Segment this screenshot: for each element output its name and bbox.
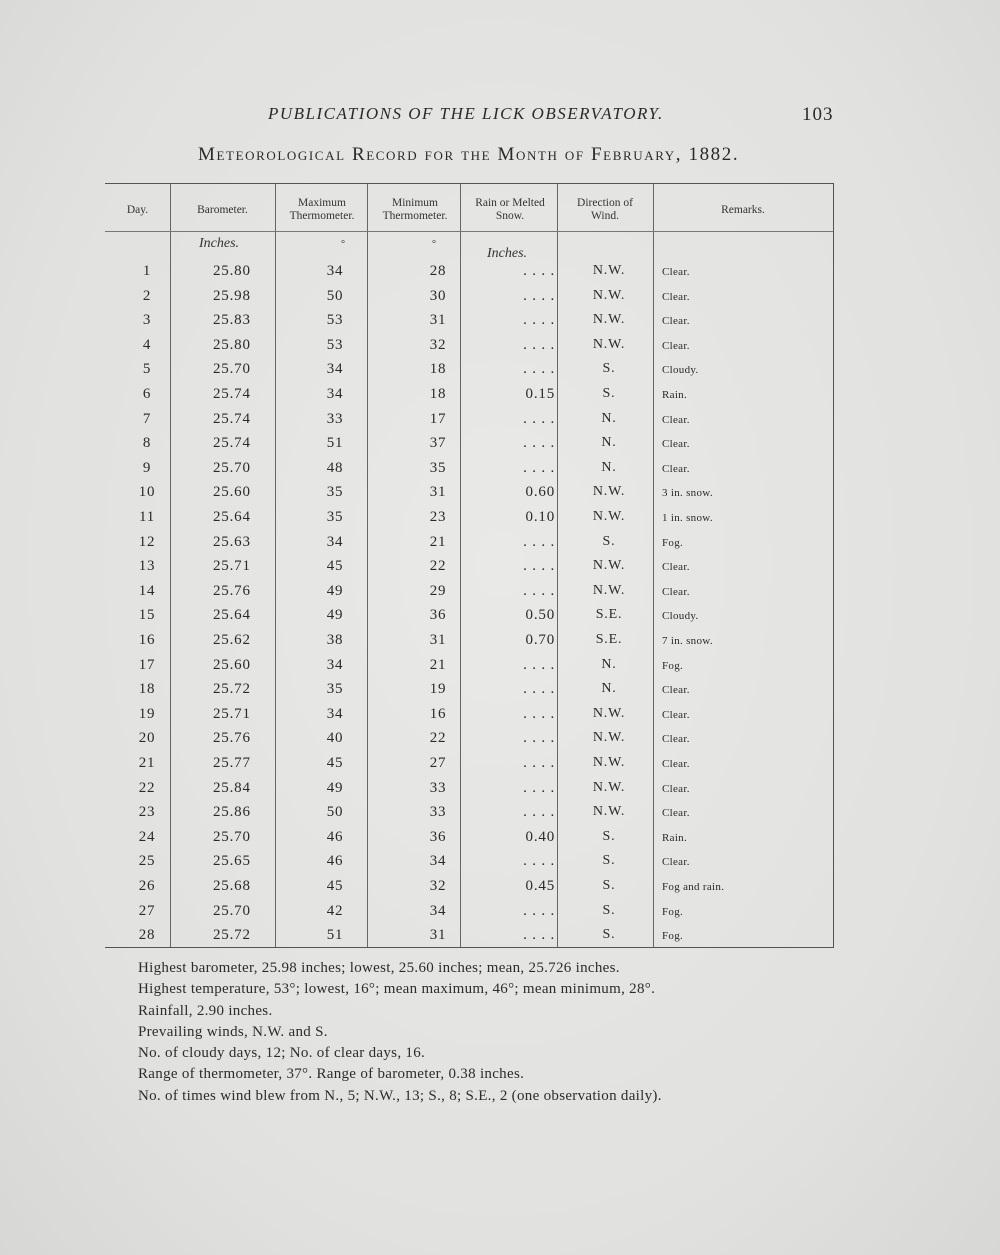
cell-min-temp: 36 (429, 607, 447, 624)
cell-max-temp: 48 (326, 459, 344, 476)
cell-wind: N.W. (592, 484, 626, 500)
header-max-thermometer: Maximum Thermometer. (289, 197, 355, 222)
cell-day: 15 (138, 607, 156, 624)
cell-max-temp: 34 (326, 263, 344, 279)
cell-min-temp: 33 (429, 804, 447, 821)
cell-wind: N.W. (592, 582, 626, 598)
cell-wind: S. (602, 386, 616, 401)
cell-remarks: Clear. (662, 585, 690, 598)
cell-day: 5 (142, 361, 152, 378)
cell-max-temp: 33 (326, 410, 344, 427)
unit-barometer: Inches. (199, 236, 240, 251)
cell-min-temp: 37 (429, 435, 447, 452)
cell-barometer: 25.76 (213, 730, 251, 747)
cell-day: 21 (138, 755, 156, 771)
cell-min-temp: 21 (429, 656, 447, 673)
cell-rain: . . . . (523, 533, 555, 550)
cell-day: 3 (142, 312, 152, 329)
cell-rain: . . . . (523, 361, 555, 378)
cell-wind: S. (602, 533, 616, 549)
table-row (105, 753, 833, 778)
table-row (105, 581, 833, 606)
cell-day: 17 (138, 656, 156, 673)
table-row (105, 802, 833, 827)
cell-barometer: 25.70 (213, 902, 251, 919)
cell-min-temp: 28 (429, 263, 447, 279)
cell-day: 11 (138, 509, 156, 525)
cell-wind: S. (602, 902, 616, 918)
header-day: Day. (126, 203, 149, 216)
cell-max-temp: 50 (326, 804, 344, 821)
cell-max-temp: 34 (326, 361, 344, 378)
page-number: 103 (802, 104, 834, 125)
cell-barometer: 25.84 (213, 779, 251, 796)
cell-max-temp: 35 (326, 681, 344, 698)
table-row (105, 507, 833, 532)
cell-day: 20 (138, 730, 156, 747)
table-row (105, 827, 833, 852)
cell-rain: . . . . (523, 558, 555, 575)
summary-days: No. of cloudy days, 12; No. of clear days, 16. (138, 1045, 426, 1062)
cell-rain: 0.50 (525, 607, 555, 624)
cell-rain: . . . . (523, 681, 555, 698)
table-row (105, 532, 833, 557)
cell-rain: 0.10 (525, 509, 555, 525)
cell-day: 23 (138, 804, 156, 821)
cell-max-temp: 46 (326, 828, 344, 845)
cell-max-temp: 49 (326, 582, 344, 599)
unit-min-thermometer: ° (432, 239, 436, 250)
cell-max-temp: 51 (326, 435, 344, 452)
cell-max-temp: 34 (326, 533, 344, 550)
cell-wind: N. (601, 435, 617, 451)
table-row (105, 384, 833, 409)
table-row (105, 458, 833, 483)
cell-max-temp: 49 (326, 607, 344, 624)
cell-barometer: 25.71 (213, 558, 251, 575)
cell-max-temp: 34 (326, 705, 344, 722)
cell-wind: S. (602, 853, 616, 869)
cell-max-temp: 40 (326, 730, 344, 747)
cell-day: 12 (138, 533, 156, 550)
table-row (105, 851, 833, 876)
summary-wind-counts: No. of times wind blew from N., 5; N.W., 13; S., 8; S.E., 2 (one observation daily). (138, 1087, 662, 1104)
cell-wind: N.W. (592, 730, 626, 746)
cell-rain: . . . . (523, 804, 555, 821)
cell-min-temp: 31 (429, 927, 447, 944)
cell-remarks: Clear. (662, 413, 690, 426)
cell-day: 27 (138, 902, 156, 919)
cell-wind: N.W. (592, 509, 626, 524)
cell-remarks: Clear. (662, 733, 690, 746)
cell-remarks: Cloudy. (662, 610, 699, 623)
cell-barometer: 25.80 (213, 263, 251, 279)
cell-wind: S. (602, 878, 616, 893)
summary-barometer: Highest barometer, 25.98 inches; lowest, 25.60 inches; mean, 25.726 inches. (138, 960, 620, 976)
cell-min-temp: 33 (429, 779, 447, 796)
running-title: PUBLICATIONS OF THE LICK OBSERVATORY. (268, 104, 664, 123)
cell-remarks: Fog. (662, 659, 684, 672)
cell-min-temp: 16 (429, 705, 447, 722)
cell-barometer: 25.83 (213, 312, 251, 329)
cell-rain: . . . . (523, 459, 555, 476)
cell-day: 8 (142, 435, 152, 452)
cell-day: 2 (142, 287, 152, 304)
cell-day: 10 (138, 484, 156, 501)
cell-wind: N.W. (592, 336, 626, 352)
cell-wind: S.E. (595, 607, 623, 623)
cell-day: 24 (138, 828, 156, 845)
cell-remarks: Cloudy. (662, 364, 699, 377)
table-title: Meteorological Record for the Month of February, 1882. (198, 144, 740, 165)
table-row (105, 925, 833, 950)
cell-wind: N. (601, 681, 617, 697)
cell-day: 26 (138, 878, 156, 894)
cell-max-temp: 46 (326, 853, 344, 870)
cell-min-temp: 18 (429, 361, 447, 378)
cell-min-temp: 31 (429, 312, 447, 329)
cell-remarks: Clear. (662, 290, 690, 303)
cell-wind: N.W. (592, 558, 626, 574)
cell-max-temp: 45 (326, 558, 344, 575)
cell-wind: S. (602, 361, 616, 377)
cell-rain: 0.40 (525, 828, 555, 845)
header-wind: Direction of Wind. (577, 197, 633, 222)
cell-wind: N.W. (592, 705, 626, 721)
cell-min-temp: 34 (429, 902, 447, 919)
cell-rain: 0.15 (525, 386, 555, 402)
table-row (105, 433, 833, 458)
cell-rain: . . . . (523, 263, 555, 279)
header-rain: Rain or Melted Snow. (475, 197, 545, 222)
cell-remarks: Fog. (662, 905, 684, 918)
cell-remarks: 1 in. snow. (662, 512, 713, 524)
cell-max-temp: 35 (326, 509, 344, 525)
cell-rain: . . . . (523, 582, 555, 599)
cell-min-temp: 30 (429, 287, 447, 304)
cell-barometer: 25.80 (213, 336, 251, 353)
cell-rain: . . . . (523, 287, 555, 304)
cell-rain: . . . . (523, 730, 555, 747)
table-row (105, 286, 833, 311)
summary-ranges: Range of thermometer, 37°. Range of barometer, 0.38 inches. (138, 1066, 525, 1083)
cell-min-temp: 19 (429, 681, 447, 698)
cell-min-temp: 29 (429, 582, 447, 599)
cell-day: 7 (142, 410, 152, 427)
cell-remarks: Rain. (662, 389, 688, 401)
cell-barometer: 25.77 (213, 755, 251, 771)
cell-barometer: 25.74 (213, 410, 251, 427)
cell-remarks: Fog. (662, 930, 684, 943)
cell-day: 13 (138, 558, 156, 575)
cell-day: 19 (138, 705, 156, 722)
table-row (105, 605, 833, 630)
cell-barometer: 25.70 (213, 361, 251, 378)
cell-wind: N.W. (592, 263, 626, 278)
cell-wind: N.W. (592, 779, 626, 795)
cell-rain: . . . . (523, 927, 555, 944)
cell-rain: 0.60 (525, 484, 555, 501)
cell-max-temp: 51 (326, 927, 344, 944)
cell-max-temp: 45 (326, 878, 344, 894)
unit-rain: Inches. (487, 246, 528, 261)
cell-remarks: Clear. (662, 758, 690, 770)
table-row (105, 704, 833, 729)
summary-block (138, 958, 838, 1107)
cell-barometer: 25.68 (213, 878, 251, 894)
cell-min-temp: 22 (429, 558, 447, 575)
meteorological-record-table (105, 183, 834, 948)
cell-wind: N.W. (592, 287, 626, 303)
page-header (0, 104, 1000, 134)
header-barometer: Barometer. (197, 203, 248, 216)
cell-rain: 0.45 (525, 878, 555, 894)
cell-remarks: 7 in. snow. (662, 635, 713, 647)
cell-max-temp: 50 (326, 287, 344, 304)
cell-wind: S.E. (595, 632, 623, 647)
cell-rain: . . . . (523, 410, 555, 427)
cell-day: 4 (142, 336, 152, 353)
table-row (105, 335, 833, 360)
table-row (105, 261, 833, 286)
cell-barometer: 25.63 (213, 533, 251, 550)
header-min-thermometer: Minimum Thermometer. (382, 197, 448, 222)
cell-max-temp: 34 (326, 386, 344, 402)
cell-max-temp: 45 (326, 755, 344, 771)
table-row (105, 728, 833, 753)
table-row (105, 482, 833, 507)
cell-remarks: Clear. (662, 684, 690, 697)
table-row (105, 359, 833, 384)
cell-max-temp: 34 (326, 656, 344, 673)
cell-rain: . . . . (523, 336, 555, 353)
cell-max-temp: 38 (326, 632, 344, 648)
table-row (105, 876, 833, 901)
cell-barometer: 25.62 (213, 632, 251, 648)
cell-wind: S. (602, 927, 616, 943)
table-row (105, 630, 833, 655)
cell-min-temp: 34 (429, 853, 447, 870)
cell-rain: . . . . (523, 902, 555, 919)
cell-rain: 0.70 (525, 632, 555, 648)
table-row (105, 901, 833, 926)
cell-remarks: Clear. (662, 315, 690, 328)
cell-barometer: 25.98 (213, 287, 251, 304)
cell-day: 9 (142, 459, 152, 476)
cell-wind: N.W. (592, 755, 626, 770)
table-row (105, 556, 833, 581)
cell-barometer: 25.72 (213, 927, 251, 944)
cell-day: 18 (138, 681, 156, 698)
cell-remarks: Fog and rain. (662, 881, 725, 893)
cell-barometer: 25.76 (213, 582, 251, 599)
cell-barometer: 25.70 (213, 459, 251, 476)
cell-min-temp: 21 (429, 533, 447, 550)
summary-temperature: Highest temperature, 53°; lowest, 16°; mean maximum, 46°; mean minimum, 28°. (138, 981, 656, 998)
cell-remarks: Clear. (662, 462, 690, 475)
cell-day: 25 (138, 853, 156, 870)
cell-wind: N.W. (592, 804, 626, 820)
cell-min-temp: 32 (429, 336, 447, 353)
cell-min-temp: 35 (429, 459, 447, 476)
table-row (105, 778, 833, 803)
cell-min-temp: 22 (429, 730, 447, 747)
cell-max-temp: 53 (326, 312, 344, 329)
cell-min-temp: 36 (429, 828, 447, 845)
cell-barometer: 25.74 (213, 435, 251, 452)
cell-day: 1 (142, 263, 152, 279)
unit-max-thermometer: ° (341, 239, 345, 250)
cell-barometer: 25.60 (213, 484, 251, 501)
cell-remarks: Clear. (662, 561, 690, 574)
cell-day: 14 (138, 582, 156, 599)
cell-min-temp: 17 (429, 410, 447, 427)
cell-rain: . . . . (523, 435, 555, 452)
cell-remarks: Clear. (662, 807, 690, 820)
cell-rain: . . . . (523, 755, 555, 771)
cell-remarks: Rain. (662, 831, 688, 844)
cell-remarks: Clear. (662, 856, 690, 869)
cell-barometer: 25.70 (213, 828, 251, 845)
cell-day: 22 (138, 779, 156, 796)
cell-remarks: Clear. (662, 339, 690, 352)
cell-day: 16 (138, 632, 156, 648)
cell-remarks: Clear. (662, 708, 690, 721)
cell-remarks: Fog. (662, 536, 684, 549)
cell-barometer: 25.71 (213, 705, 251, 722)
cell-max-temp: 42 (326, 902, 344, 919)
summary-winds: Prevailing winds, N.W. and S. (138, 1023, 328, 1040)
cell-max-temp: 49 (326, 779, 344, 796)
cell-barometer: 25.65 (213, 853, 251, 870)
cell-max-temp: 53 (326, 336, 344, 353)
cell-barometer: 25.64 (213, 607, 251, 624)
cell-min-temp: 31 (429, 632, 447, 648)
cell-rain: . . . . (523, 656, 555, 673)
cell-max-temp: 35 (326, 484, 344, 501)
cell-rain: . . . . (523, 705, 555, 722)
cell-day: 28 (138, 927, 156, 944)
cell-wind: S. (602, 828, 616, 844)
header-rule (105, 231, 833, 232)
cell-rain: . . . . (523, 312, 555, 329)
cell-remarks: Clear. (662, 782, 690, 795)
cell-min-temp: 18 (429, 386, 447, 402)
cell-remarks: Clear. (662, 266, 690, 278)
cell-wind: N. (601, 410, 617, 426)
cell-rain: . . . . (523, 853, 555, 870)
cell-barometer: 25.86 (213, 804, 251, 821)
cell-barometer: 25.60 (213, 656, 251, 673)
cell-remarks: 3 in. snow. (662, 487, 713, 500)
table-row (105, 679, 833, 704)
cell-barometer: 25.72 (213, 681, 251, 698)
cell-min-temp: 31 (429, 484, 447, 501)
cell-day: 6 (142, 386, 152, 402)
cell-barometer: 25.74 (213, 386, 251, 402)
cell-rain: . . . . (523, 779, 555, 796)
cell-barometer: 25.64 (213, 509, 251, 525)
table-row (105, 310, 833, 335)
summary-rainfall: Rainfall, 2.90 inches. (138, 1002, 273, 1019)
cell-min-temp: 23 (429, 509, 447, 525)
cell-wind: N.W. (592, 312, 626, 328)
table-row (105, 409, 833, 434)
cell-wind: N. (601, 656, 617, 672)
cell-min-temp: 32 (429, 878, 447, 894)
cell-remarks: Clear. (662, 438, 690, 451)
header-remarks: Remarks. (721, 203, 765, 216)
table-row (105, 655, 833, 680)
cell-min-temp: 27 (429, 755, 447, 771)
cell-wind: N. (601, 459, 617, 475)
